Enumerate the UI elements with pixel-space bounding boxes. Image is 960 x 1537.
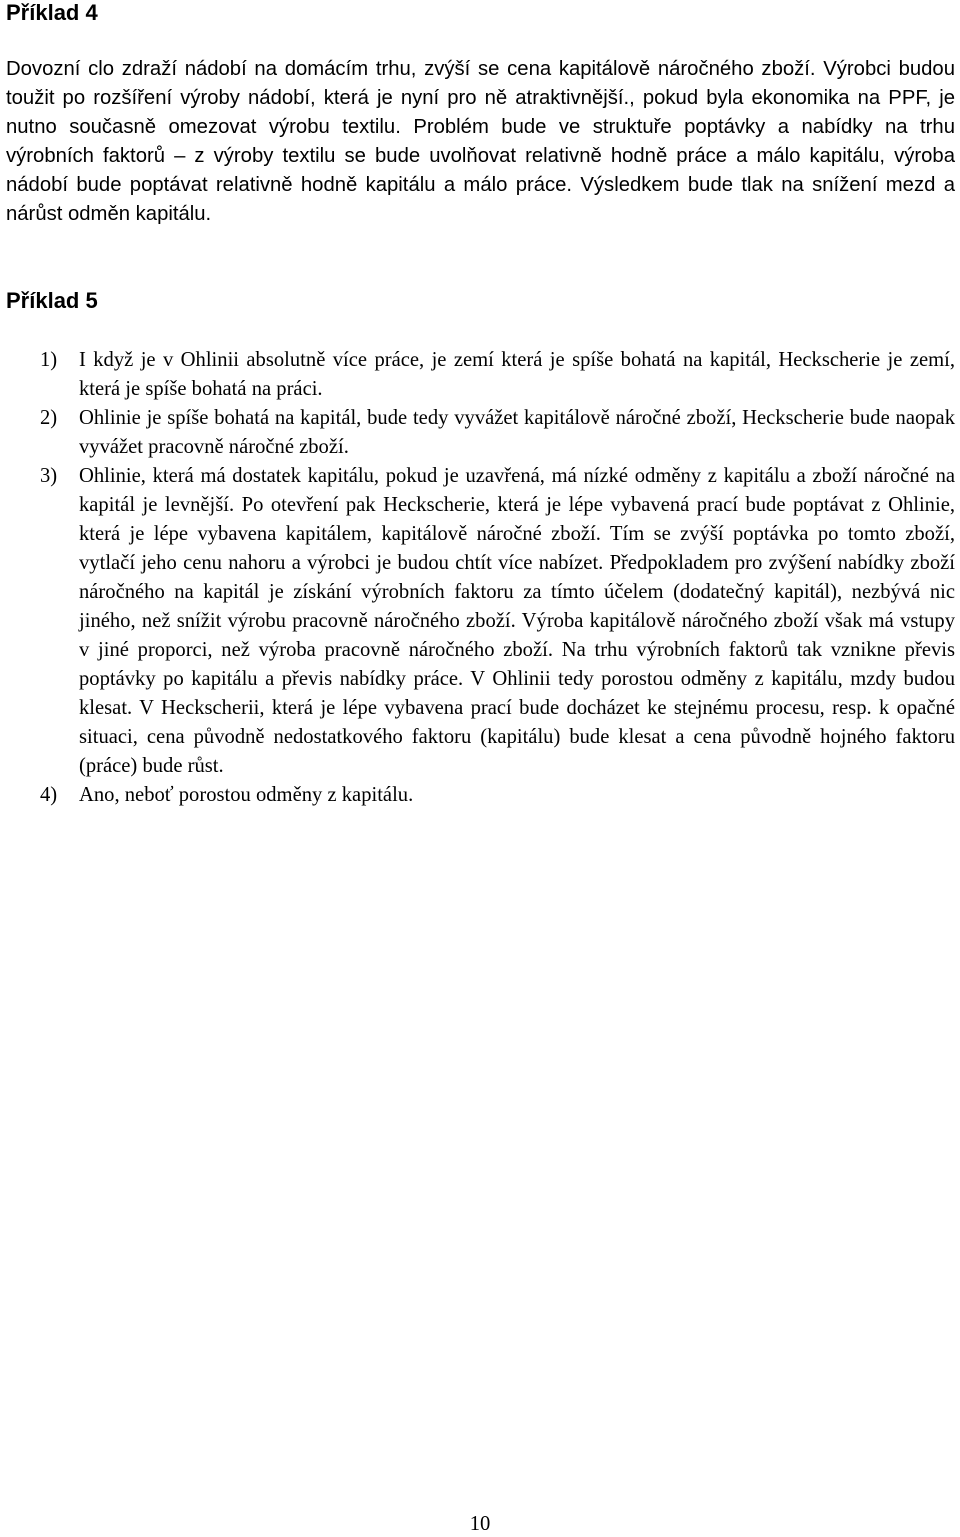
answer-number: 2) [40, 407, 58, 429]
answer-text: Ano, neboť porostou odměny z kapitálu. [79, 784, 414, 806]
answer-text: I když je v Ohlinii absolutně více práce, je zemí která je spíše bohatá na kapitál, Heckscherie je zemí, která je spíše bohatá na práci. [79, 349, 955, 400]
example-5-heading: Příklad 5 [6, 288, 98, 313]
answer-text: Ohlinie je spíše bohatá na kapitál, bude tedy vyvážet kapitálově náročné zboží, Heckscherie bude naopak vyvážet pracovně náročné zboží. [79, 407, 955, 458]
answer-number: 4) [40, 784, 58, 806]
answer-item-3 [6, 462, 955, 781]
example-4-heading: Příklad 4 [6, 0, 98, 25]
page-number: 10 [469, 1513, 491, 1535]
example-4-paragraph: Dovozní clo zdraží nádobí na domácím trhu, zvýší se cena kapitálově náročného zboží. Výrobci budou toužit po rozšíření výroby nádobí, která je nyní pro ně atraktivnější., pokud byla ekonomika na PPF, je nutno současně omezovat výrobu textilu. Problém bude ve struktuře poptávky a nabídky na trhu výrobních faktorů – z výroby textilu se bude uvolňovat relativně hodně práce a málo kapitálu, výroba nádobí bude poptávat relativně hodně kapitálu a málo práce. Výsledkem bude tlak na snížení mezd a nárůst odměn kapitálu. [6, 58, 955, 225]
answer-item-2 [6, 404, 955, 462]
answer-text: Ohlinie, která má dostatek kapitálu, pokud je uzavřená, má nízké odměny z kapitálu a zboží náročné na kapitál je levnější. Po otevření pak Heckscherie, která je lépe vybavená prací bude poptávat z Ohlinie, která je lépe vybavena kapitálem, kapitálově náročné zboží. Tím se zvýší poptávka po tomto zboží, vytlačí jeho cenu nahoru a výrobci je budou chtít více nabízet. Předpokladem pro zvýšení nabídky zboží náročného na kapitál je získání výrobních faktoru za tímto účelem (dodatečný kapitál), nezbývá nic jiného, než snížit výrobu pracovně náročného zboží. Výroba kapitálově náročného zboží však má vstupy v jiné proporci, než výroba pracovně náročného zboží. Na trhu výrobních faktorů tak vznikne převis poptávky po kapitálu a převis nabídky práce. V Ohlinii tedy porostou odměny z kapitálu, mzdy budou klesat. V Heckscherii, která je lépe vybavena prací bude docházet ke stejnému procesu, resp. k opačné situaci, cena původně nedostatkového faktoru (kapitálu) bude klesat a cena původně hojného faktoru (práce) bude růst. [79, 465, 955, 777]
answer-item-4 [6, 781, 955, 810]
answer-number: 3) [40, 465, 58, 487]
answer-item-1 [6, 346, 955, 404]
example-5-answer-list [6, 346, 955, 810]
answer-number: 1) [40, 349, 58, 371]
